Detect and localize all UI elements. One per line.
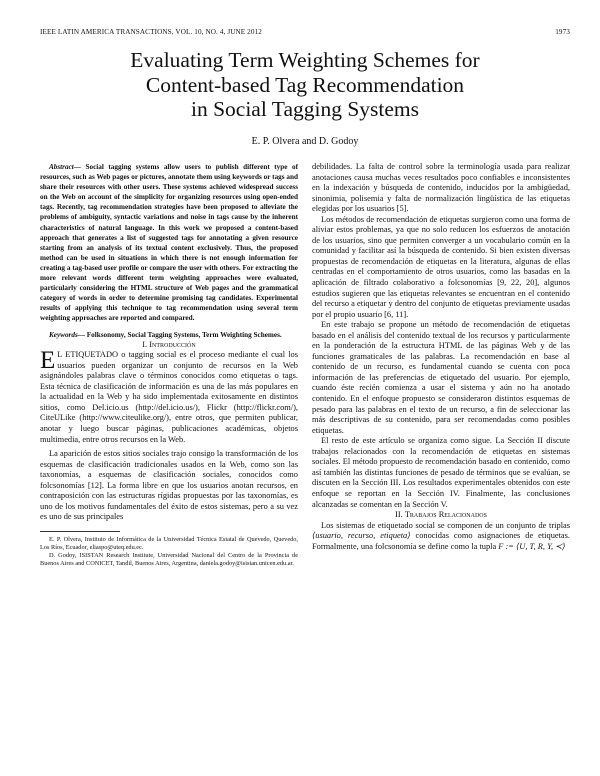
paper-title	[40, 48, 570, 122]
title-line: Evaluating Term Weighting Schemes for	[130, 48, 480, 72]
section-number: I.	[142, 339, 150, 349]
keywords-paragraph	[40, 330, 298, 340]
keywords	[40, 330, 298, 340]
section-heading-introduccion	[40, 340, 298, 351]
title-line: in Social Tagging Systems	[190, 97, 420, 121]
abstract-text: Social tagging systems allow users to publish different type of resources, such as Web pages or pictures, annotate them using keywords or tags and share their resources with other users. These systems achieved widespread success on the Web on account of the simplicity for organizing resources using open-ended tags. Recently, tag recommendation strategies have been proposed to alleviate the problems of ambiguity, syntactic variations and noise in tags cause by the inherent characteristics of natural language. In this work we proposed a content-based approach that generates a list of suggested tags for annotating a given resource starting from an analysis of its textual content exclusively. Thus, the proposed method can be used in situations in which there is not enough information for creating a tag-based user profile or compare the user with others. For extracting the more relevant words different term weighting approaches were evaluated, particularly considering the HTML structure of Web pages and the grammatical category of words in order to determine promising tag candidates. Experimental results of applying this technique to tag recommendation using several term weighting approaches are reported and compared.	[40, 163, 298, 323]
footnotes	[40, 536, 298, 568]
body-paragraph: debilidades. La falta de control sobre la terminología usada para realizar anotaciones causa muchas veces resultados poco confiables e inconsistentes en la indexación y búsqueda de contenido, inducidos por la ambigüedad, sinonimia, polisemia y falta de normalización lingüística de las etiquetas elegidas por los usuarios [5].	[312, 162, 570, 214]
footnote-rule	[40, 531, 120, 532]
folksonomy-formula: F := ⟨U, T, R, Y, ≺⟩	[498, 541, 566, 551]
title-line: Content-based Tag Recommendation	[145, 72, 465, 97]
intro-paragraph-1-text: L ETIQUETADO o tagging social es el proceso mediante el cual los usuarios pueden organizar un conjunto de recursos en la Web asignándoles palabras clave o términos conocidos como etiquetas o tags. Esta técnica de clasificación de información es una de las más populares en la actualidad en la Web y ha sido implementada exitosamente en distintos sitios, como Del.icio.us (http://del.icio.us/), Flickr (http://flickr.com/), CiteULike (http://www.citeulike.org/), entre otros, que permiten publicar, anotar y luego buscar páginas, publicaciones académicas, objetos multimedia, entre otros recursos en la Web.	[40, 350, 298, 444]
abstract-label: Abstract—	[49, 163, 81, 171]
body-paragraph: Los métodos de recomendación de etiquetas surgieron como una forma de aliviar estos problemas, ya que no solo reducen los esfuerzos de anotación de los usuarios, sino que permiten converger a un vocabulario común en la comunidad y facilitar así la búsqueda de contenido. Si bien existen diversas propuestas de recomendación de etiquetas en la literatura, algunas de ellas centradas en el comportamiento de otros usuarios, como las basadas en la aplicación de filtrado colaborativo a folcsonomías [9, 22, 20], algunos estudios sugieren que las etiquetas relevantes se encuentran en el contenido del recurso a etiquetar y dentro del conjunto de etiquetas previamente usadas por el propio usuario [6, 11].	[312, 214, 570, 319]
tuple-expression: ⟨usuario, recurso, etiqueta⟩	[312, 531, 411, 541]
drop-cap: E	[40, 347, 56, 375]
intro-paragraph-1	[40, 347, 298, 445]
abstract-paragraph	[40, 162, 298, 324]
body-text: conocidas como asignaciones de etiquetas. Formalmente, una folcsonomía se define como la tupla	[312, 531, 570, 551]
body-text: Los sistemas de etiquetado social se componen de un conjunto de triplas	[321, 520, 570, 530]
keywords-text: Folksonomy, Social Tagging Systems, Term Weighting Schemes.	[84, 330, 282, 339]
page-number: 1973	[555, 28, 570, 36]
body-paragraph	[312, 521, 570, 553]
left-column	[40, 162, 298, 568]
section-heading-trabajos-relacionados	[312, 510, 570, 521]
section-number: II.	[395, 510, 405, 520]
section-title: Trabajos Relacionados	[404, 510, 487, 520]
right-column	[312, 162, 570, 552]
footnote-olvera: E. P. Olvera, Instituto de Informática de la Universidad Técnica Estatal de Quevedo, Quevedo, Los Ríos, Ecuador, eliaspo@uteq.edu.ec.	[40, 535, 298, 551]
footnote-godoy: D. Godoy, ISISTAN Research Institute, Universidad Nacional del Centro de la Provincia de Buenos Aires and CONICET, Tandil, Buenos Aires, Argentina, daniela.godoy@isistan.unicen.edu.ar.	[40, 552, 298, 568]
body-paragraph: En este trabajo se propone un método de recomendación de etiquetas basado en el análisis del contenido textual de los recursos y particularmente en la ponderación de la estructura HTML de las páginas Web y de las funciones gramaticales de las palabras. La recomendación en base al contenido de un recurso, es fundamental cuando se cuenta con poca información de las preferencias de etiquetado del usuario. Por ejemplo, cuando éste recién comienza a usar el sistema y aún no ha anotado contenido. En el enfoque propuesto se consideraron distintos esquemas de pesado para las palabras en el texto de un recurso, a fin de seleccionar las más descriptivas de su contenido, para ser recomendadas como posibles etiquetas.	[312, 320, 570, 435]
journal-header: IEEE LATIN AMERICA TRANSACTIONS, VOL. 10, NO. 4, JUNE 2012	[40, 28, 262, 36]
body-paragraph: El resto de este artículo se organiza como sigue. La Sección II discute trabajos relacionados con la recomendación de etiquetas en sistemas sociales. El método propuesto de recomendación basado en contenido, como así también las distintas funciones de pesado de términos que se evalúan, se discuten en la Sección III. Los resultados experimentales obtenidos con este enfoque se reportan en la Sección IV. Finalmente, las conclusiones alcanzadas se comentan en la Sección V.	[312, 436, 570, 509]
authors: E. P. Olvera and D. Godoy	[251, 136, 359, 147]
intro-paragraph-2: La aparición de estos sitios sociales trajo consigo la transformación de los esquemas de clasificación tradicionales usados en la Web, como son las taxonomías, a esquemas de clasificación sociales, conocidos como folcsonomías [12]. La forma libre en que los usuarios anotan recursos, en contraposición con las estructuras rígidas propuestas por las taxonomías, es uno de los motivos fundamentales del éxito de estos sistemas, pero a su vez es uno de sus principales	[40, 449, 298, 522]
abstract	[40, 162, 298, 324]
section-title: Introducción	[149, 339, 196, 349]
keywords-label: Keywords—	[49, 330, 85, 339]
